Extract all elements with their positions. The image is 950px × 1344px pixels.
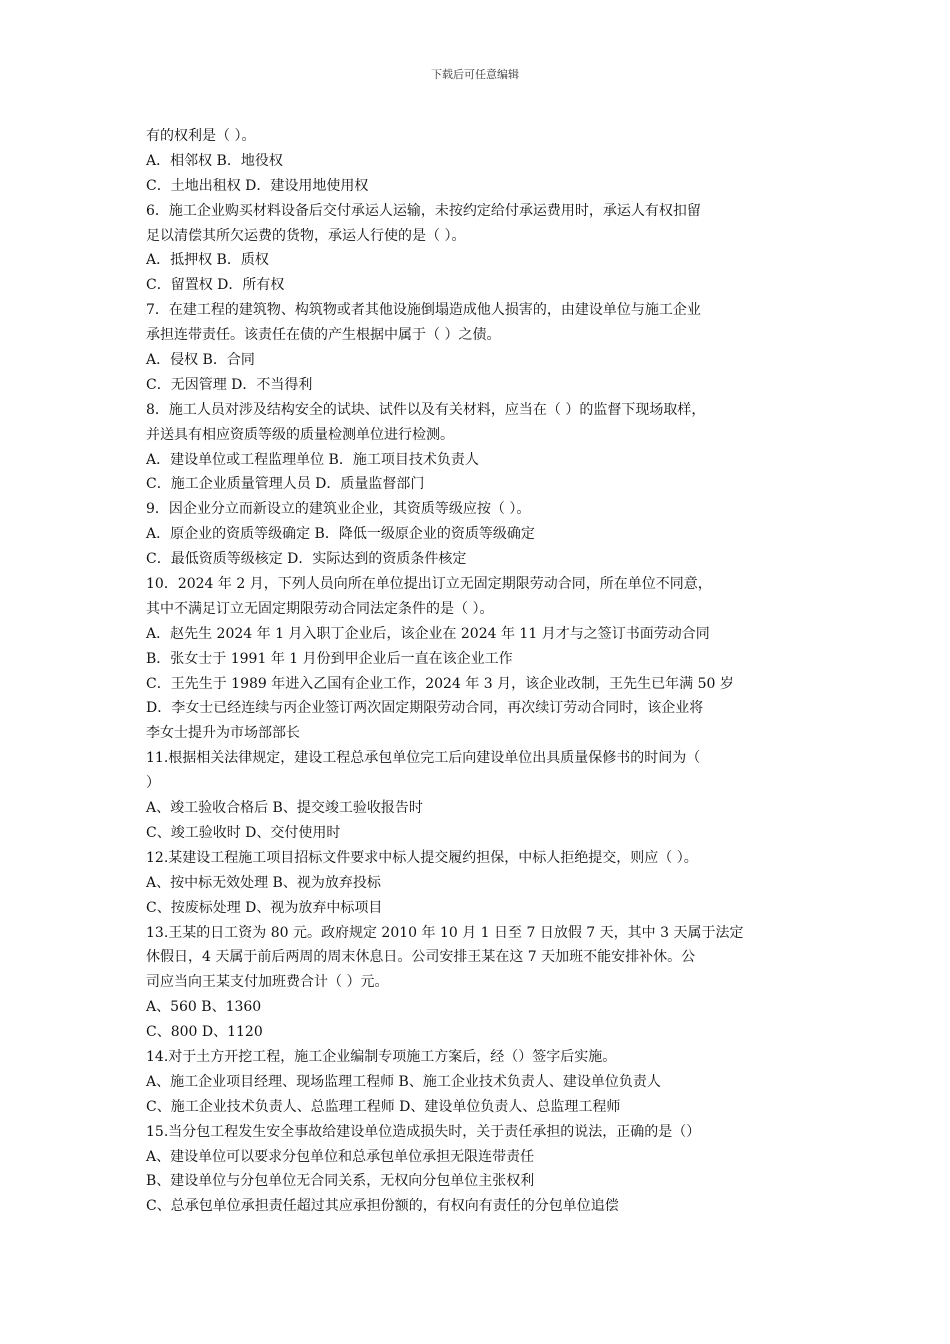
text-line: 11.根据相关法律规定，建设工程总承包单位完工后向建设单位出具质量保修书的时间为（ (146, 750, 701, 767)
text-line: 8．施工人员对涉及结构安全的试块、试件以及有关材料，应当在（ ）的监督下现场取样， (146, 401, 706, 418)
document-body (146, 124, 814, 1219)
text-line: ） (146, 775, 160, 792)
page-header: 下载后可任意编辑 (431, 68, 519, 81)
text-line: A、施工企业项目经理、现场监理工程师 B、施工企业技术负责人、建设单位负责人 (146, 1073, 661, 1090)
text-line: C、按废标处理 D、视为放弃中标项目 (146, 899, 383, 916)
text-line: 9．因企业分立而新设立的建筑业企业，其资质等级应按（ ）。 (146, 501, 531, 518)
text-line: A．抵押权 B．质权 (146, 252, 269, 269)
text-line: 10．2024 年 2 月，下列人员向所在单位提出订立无固定期限劳动合同，所在单位不同意， (146, 576, 712, 593)
text-line: 15.当分包工程发生安全事故给建设单位造成损失时，关于责任承担的说法，正确的是（） (146, 1123, 701, 1140)
text-line: 承担连带责任。该责任在债的产生根据中属于（ ）之债。 (146, 327, 501, 344)
text-line: A．原企业的资质等级确定 B．降低一级原企业的资质等级确定 (146, 526, 535, 543)
text-line: C、施工企业技术负责人、总监理工程师 D、建设单位负责人、总监理工程师 (146, 1098, 621, 1115)
text-line: 7．在建工程的建筑物、构筑物或者其他设施倒塌造成他人损害的，由建设单位与施工企业 (146, 302, 701, 319)
text-line: 足以清偿其所欠运费的货物，承运人行使的是（ ）。 (146, 227, 466, 244)
text-line: 司应当向王某支付加班费合计（ ）元。 (146, 974, 389, 991)
text-line: A、竣工验收合格后 B、提交竣工验收报告时 (146, 800, 423, 817)
text-line: 休假日，4 天属于前后两周的周末休息日。公司安排王某在这 7 天加班不能安排补休。公 (146, 949, 696, 966)
text-line: C、800 D、1120 (146, 1024, 263, 1041)
text-line: A、按中标无效处理 B、视为放弃投标 (146, 874, 381, 891)
text-line: 12.某建设工程施工项目招标文件要求中标人提交履约担保，中标人拒绝提交，则应（ ）。 (146, 849, 698, 866)
text-line: A、建设单位可以要求分包单位和总承包单位承担无限连带责任 (146, 1148, 535, 1165)
text-line: C、竣工验收时 D、交付使用时 (146, 824, 341, 841)
text-line: 14.对于土方开挖工程，施工企业编制专项施工方案后，经（）签字后实施。 (146, 1048, 617, 1065)
text-line: C．施工企业质量管理人员 D．质量监督部门 (146, 476, 425, 493)
text-line: 有的权利是（ ）。 (146, 128, 256, 144)
text-line: 李女士提升为市场部部长 (146, 725, 300, 742)
text-line: C．留置权 D．所有权 (146, 277, 285, 294)
text-line: A．建设单位或工程监理单位 B．施工项目技术负责人 (146, 451, 479, 468)
text-line: C．王先生于 1989 年进入乙国有企业工作，2024 年 3 月，该企业改制，王先生已年满 50 岁 (146, 675, 734, 692)
text-line: B．张女士于 1991 年 1 月份到甲企业后一直在该企业工作 (146, 650, 513, 667)
text-line: A．侵权 B．合同 (146, 352, 255, 369)
text-line: 13.王某的日工资为 80 元。政府规定 2010 年 10 月 1 日至 7 日放假 7 天，其中 3 天属于法定 (146, 924, 744, 941)
text-line: 其中不满足订立无固定期限劳动合同法定条件的是（ ）。 (146, 600, 494, 617)
text-line: C、总承包单位承担责任超过其应承担份额的，有权向有责任的分包单位追偿 (146, 1198, 619, 1215)
text-line: C．土地出租权 D．建设用地使用权 (146, 177, 369, 194)
text-line: 并送具有相应资质等级的质量检测单位进行检测。 (146, 426, 454, 443)
text-line: 6．施工企业购买材料设备后交付承运人运输，未按约定给付承运费用时，承运人有权扣留 (146, 202, 701, 219)
text-line: C．最低资质等级核定 D．实际达到的资质条件核定 (146, 551, 467, 568)
text-line: D．李女士已经连续与丙企业签订两次固定期限劳动合同，再次续订劳动合同时，该企业将 (146, 700, 704, 717)
text-line: C．无因管理 D．不当得利 (146, 376, 313, 393)
text-line: A、560 B、1360 (146, 999, 262, 1016)
text-line: A．相邻权 B．地役权 (146, 152, 283, 169)
text-line: A．赵先生 2024 年 1 月入职丁企业后，该企业在 2024 年 11 月才与之签订书面劳动合同 (146, 625, 710, 642)
text-line: B、建设单位与分包单位无合同关系，无权向分包单位主张权利 (146, 1173, 535, 1190)
